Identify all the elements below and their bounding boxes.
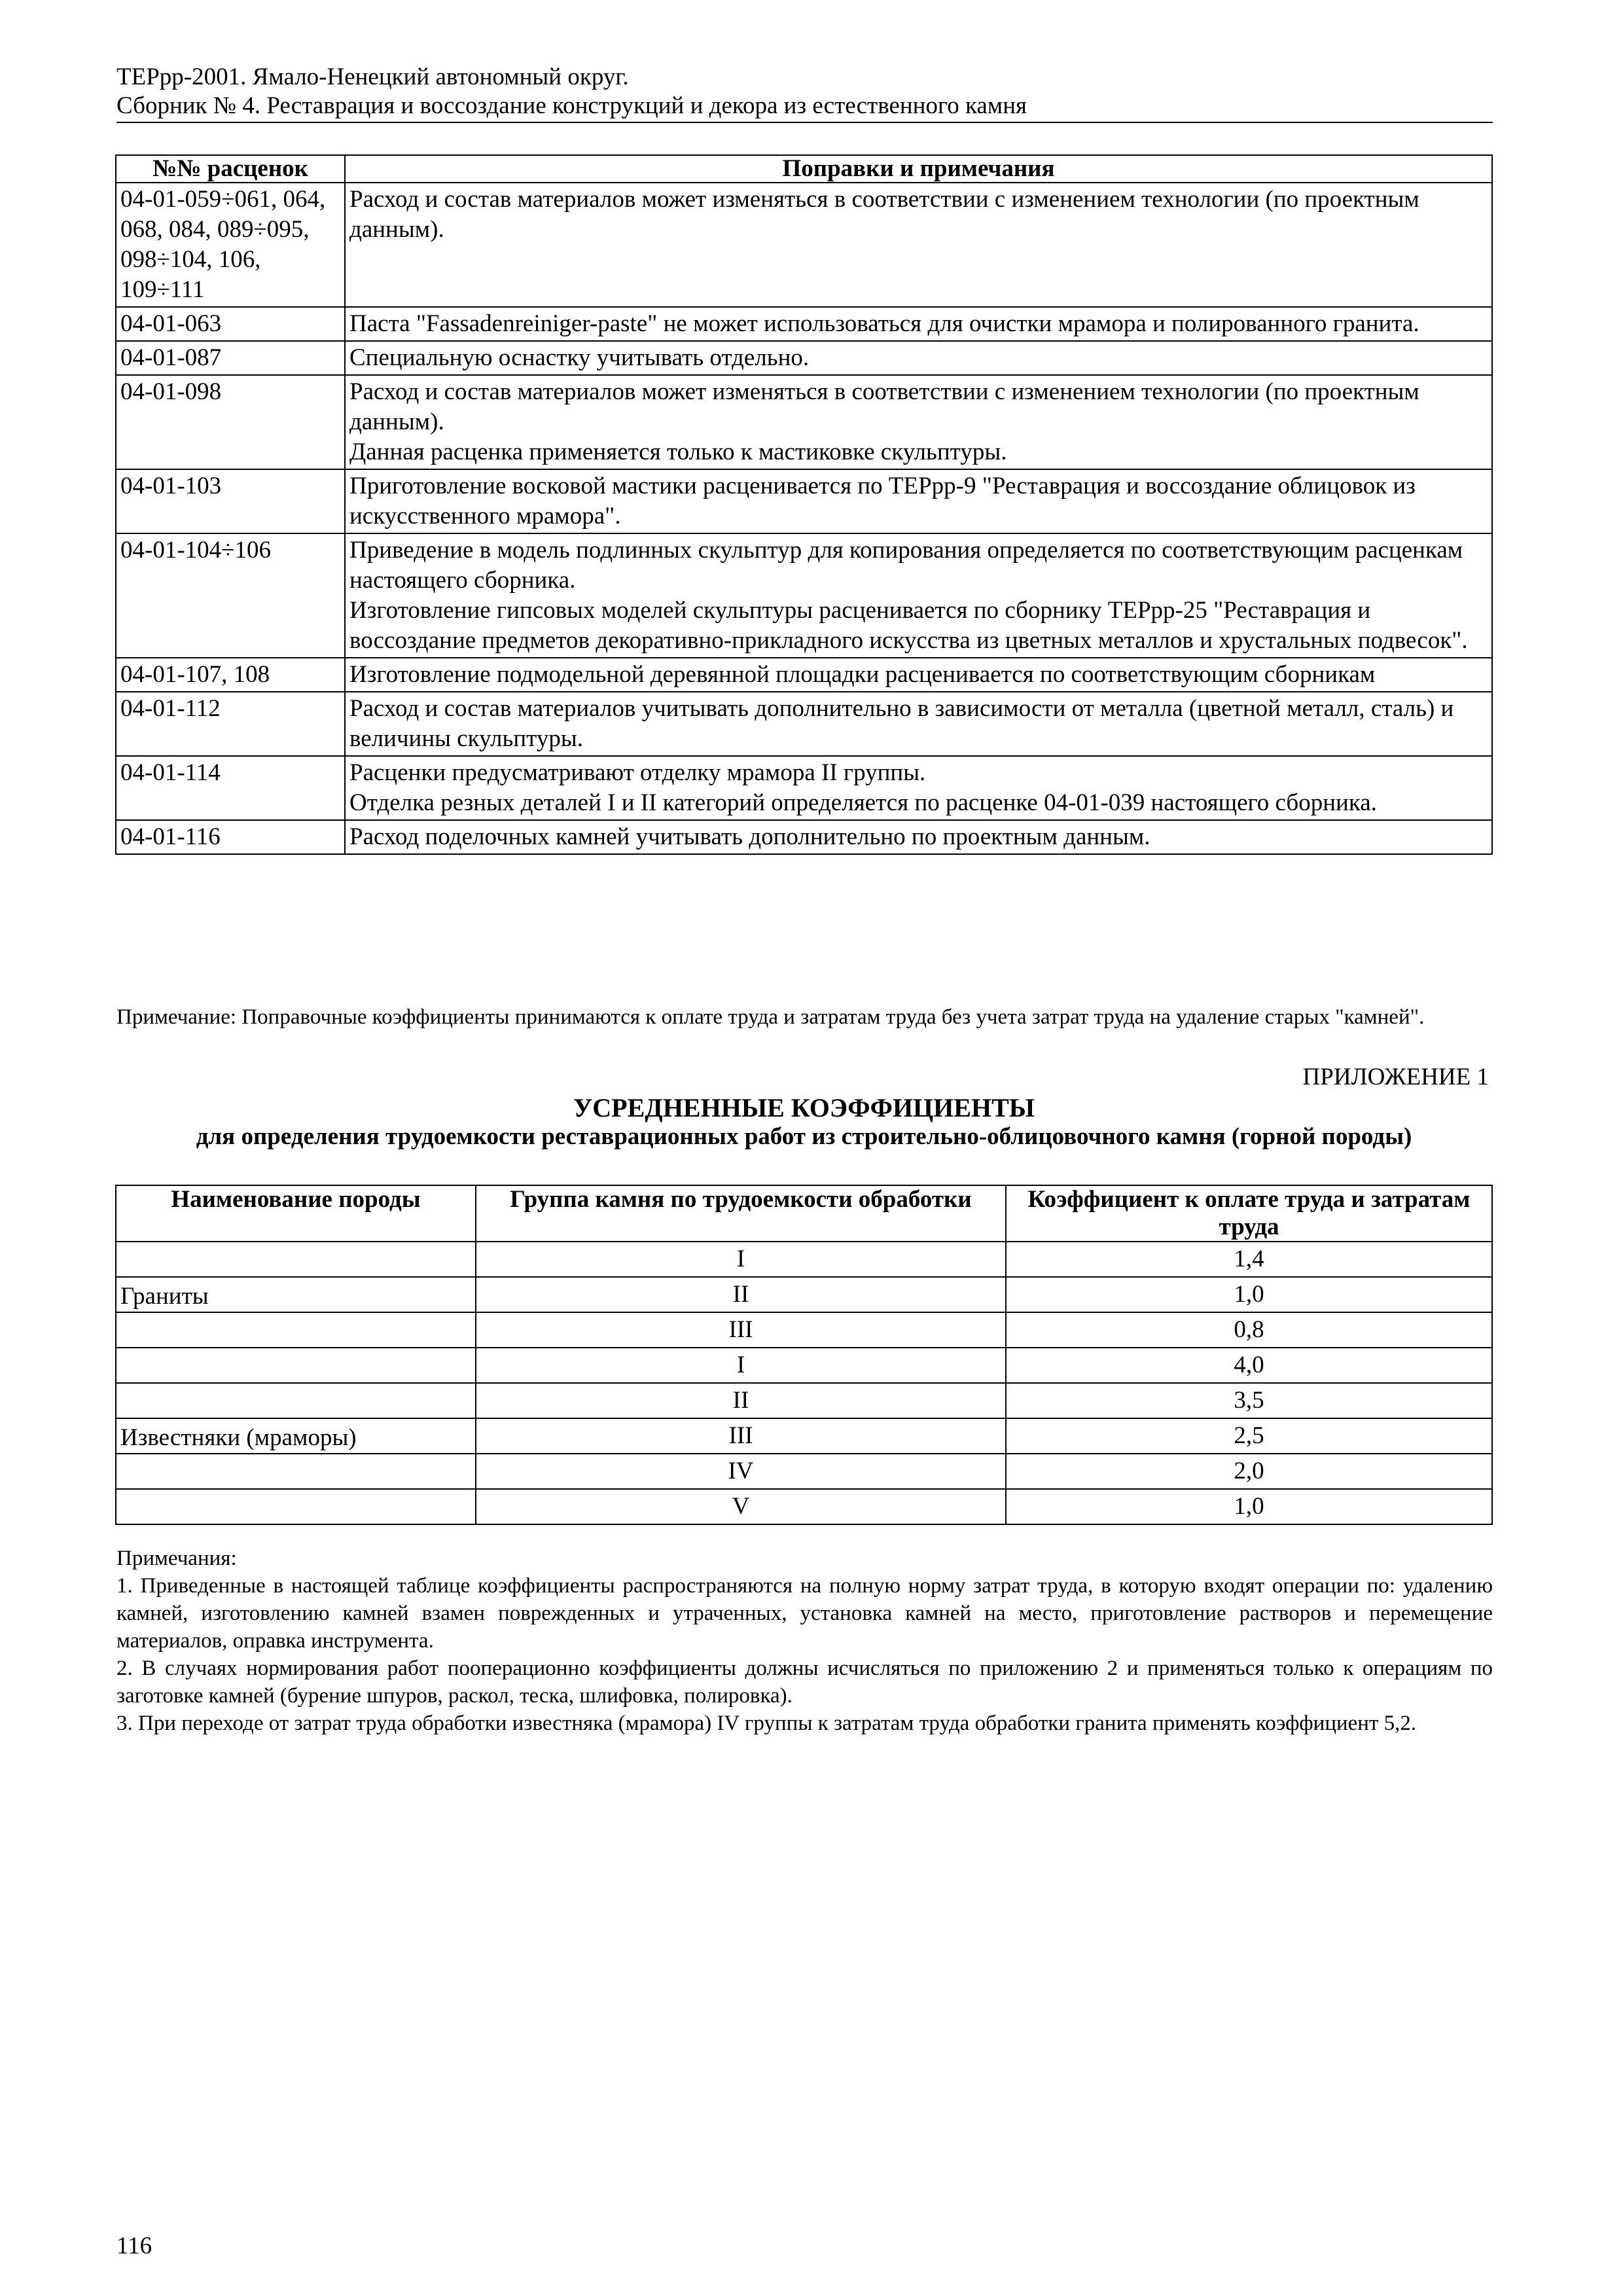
table-row (116, 341, 1492, 375)
header-line-2: Сборник № 4. Реставрация и воссоздание конструкций и декора из естественного камня (116, 92, 1027, 119)
correction-notes-cell (345, 307, 1492, 341)
rate-code-cell: 04-01-107, 108 (116, 658, 345, 692)
coefficient-cell: 0,8 (1006, 1312, 1492, 1348)
coefficient-cell: 2,5 (1006, 1418, 1492, 1454)
correction-notes-cell (345, 756, 1492, 820)
coefficient-cell: 3,5 (1006, 1383, 1492, 1418)
correction-note: Данная расценка применяется только к мастиковке скульптуры. (349, 439, 1007, 465)
stone-group-cell: V (476, 1489, 1006, 1524)
correction-note: Паста "Fassadenreiniger-paste" не может использоваться для очистки мрамора и полированного гранита. (349, 310, 1419, 337)
correction-note: Расход и состав материалов может изменяться в соответствии с изменением технологии (по проектным данным). (349, 186, 1419, 243)
correction-note: Специальную оснастку учитывать отдельно. (349, 344, 810, 371)
rate-code-cell: 04-01-114 (116, 756, 345, 820)
rock-name-cell (116, 1312, 476, 1348)
appendix-subtitle: для определения трудоемкости реставрационных работ из строительно-облицовочного камня (горной породы) (196, 1123, 1412, 1150)
table-row (116, 1418, 1492, 1454)
rock-name-cell: Граниты (116, 1277, 476, 1312)
table-row (116, 533, 1492, 658)
correction-notes-cell (345, 533, 1492, 658)
coefficient-cell: 1,0 (1006, 1277, 1492, 1312)
correction-note: Отделка резных деталей I и II категорий определяется по расценке 04-01-039 настоящего сборника. (349, 789, 1377, 816)
correction-note: Расход поделочных камней учитывать дополнительно по проектным данным. (349, 823, 1150, 850)
correction-notes-cell (345, 820, 1492, 854)
correction-notes-cell (345, 658, 1492, 692)
correction-notes-cell (345, 692, 1492, 756)
rock-name-cell (116, 1383, 476, 1418)
stone-group-cell: I (476, 1242, 1006, 1277)
correction-notes-cell (345, 341, 1492, 375)
correction-note: Приведение в модель подлинных скульптур для копирования определяется по соответствующим расценкам настоящего сборника. (349, 537, 1463, 594)
coefficient-cell: 2,0 (1006, 1454, 1492, 1489)
table-row (116, 658, 1492, 692)
coefficients-table (115, 1185, 1493, 1525)
stone-group-cell: I (476, 1348, 1006, 1383)
correction-note: Изготовление подмодельной деревянной площадки расценивается по соответствующим сборникам (349, 661, 1376, 688)
coefficient-cell: 1,4 (1006, 1242, 1492, 1277)
table-row (116, 1383, 1492, 1418)
rate-code-cell: 04-01-116 (116, 820, 345, 854)
table-row (116, 820, 1492, 854)
rock-name-cell (116, 1348, 476, 1383)
rock-name-cell (116, 1242, 476, 1277)
appendix-label: ПРИЛОЖЕНИЕ 1 (1302, 1064, 1489, 1090)
rate-code-cell: 04-01-103 (116, 469, 345, 533)
coefficient-cell: 1,0 (1006, 1489, 1492, 1524)
table-row (116, 307, 1492, 341)
rate-code-cell: 04-01-059÷061, 064, 068, 084, 089÷095, 098÷104, 106, 109÷111 (116, 183, 345, 307)
correction-notes-cell (345, 183, 1492, 307)
stone-group-cell: III (476, 1418, 1006, 1454)
rock-name-cell (116, 1454, 476, 1489)
rate-code-cell: 04-01-063 (116, 307, 345, 341)
stone-group-cell: II (476, 1277, 1006, 1312)
table-row (116, 1312, 1492, 1348)
appendix-title: УСРЕДНЕННЫЕ КОЭФФИЦИЕНТЫ (573, 1093, 1035, 1122)
stone-group-cell: III (476, 1312, 1006, 1348)
correction-notes-cell (345, 469, 1492, 533)
table-row (116, 1242, 1492, 1277)
corrections-table (115, 154, 1493, 855)
table-row (116, 1489, 1492, 1524)
coefficient-cell: 4,0 (1006, 1348, 1492, 1383)
table-row (116, 1348, 1492, 1383)
correction-note: Расценки предусматривают отделку мрамора II группы. (349, 759, 926, 786)
correction-notes-cell (345, 375, 1492, 469)
stone-group-cell: II (476, 1383, 1006, 1418)
column-header-codes: №№ расценок (116, 155, 345, 183)
stone-group-cell: IV (476, 1454, 1006, 1489)
page-number: 116 (116, 2233, 152, 2259)
column-header-coefficient: Коэффициент к оплате труда и затратам труда (1006, 1185, 1492, 1242)
notes-heading: Примечания: (116, 1547, 237, 1570)
rate-code-cell: 04-01-098 (116, 375, 345, 469)
column-header-rock-name: Наименование породы (116, 1185, 476, 1242)
correction-note: Расход и состав материалов может изменяться в соответствии с изменением технологии (по проектным данным). (349, 378, 1419, 435)
rate-code-cell: 04-01-087 (116, 341, 345, 375)
table-row (116, 469, 1492, 533)
correction-note: Расход и состав материалов учитывать дополнительно в зависимости от металла (цветной металл, сталь) и величины скульптуры. (349, 695, 1454, 752)
correction-note: Приготовление восковой мастики расценивается по ТЕРрр-9 "Реставрация и воссоздание облицовок из искусственного мрамора". (349, 473, 1416, 529)
table-row (116, 692, 1492, 756)
correction-note: Изготовление гипсовых моделей скульптуры расценивается по сборнику ТЕРрр-25 "Реставрация и воссоздание предметов декоративно-прикладного искусства из цветных металлов и хрустальных подвесок". (349, 597, 1468, 654)
header-line-1: ТЕРрр-2001. Ямало-Ненецкий автономный округ. (116, 63, 629, 90)
table-row (116, 1277, 1492, 1312)
rock-name-cell: Известняки (мраморы) (116, 1418, 476, 1454)
note-item: 2. В случаях нормирования работ пооперационно коэффициенты должны исчисляться по приложению 2 и применяться только к операциям по заготовке камней (бурение шпуров, раскол, теска, шлифовка, полировка). (116, 1657, 1493, 1708)
corrections-footnote: Примечание: Поправочные коэффициенты принимаются к оплате труда и затратам труда без учета затрат труда на удаление старых "камней". (116, 1005, 1425, 1029)
corrections-header-row (116, 155, 1492, 183)
column-header-stone-group: Группа камня по трудоемкости обработки (476, 1185, 1006, 1242)
column-header-notes: Поправки и примечания (345, 155, 1492, 183)
table-row (116, 375, 1492, 469)
running-header (116, 63, 1491, 120)
header-rule (116, 122, 1493, 123)
rate-code-cell: 04-01-112 (116, 692, 345, 756)
table-row (116, 1454, 1492, 1489)
rock-name-cell (116, 1489, 476, 1524)
note-item: 3. При переходе от затрат труда обработки известняка (мрамора) IV группы к затратам труда обработки гранита применять коэффициент 5,2. (116, 1712, 1417, 1735)
note-item: 1. Приведенные в настоящей таблице коэффициенты распространяются на полную норму затрат труда, в которую входят операции по: удалению камней, изготовлению камней взамен поврежденных и утраченных, установка камней на место, приготовление растворов и перемещение материалов, оправка инструмента. (116, 1574, 1493, 1653)
rate-code-cell: 04-01-104÷106 (116, 533, 345, 658)
appendix-notes (116, 1545, 1493, 1737)
table-row (116, 183, 1492, 307)
coefficients-header-row (116, 1185, 1492, 1242)
table-row (116, 756, 1492, 820)
